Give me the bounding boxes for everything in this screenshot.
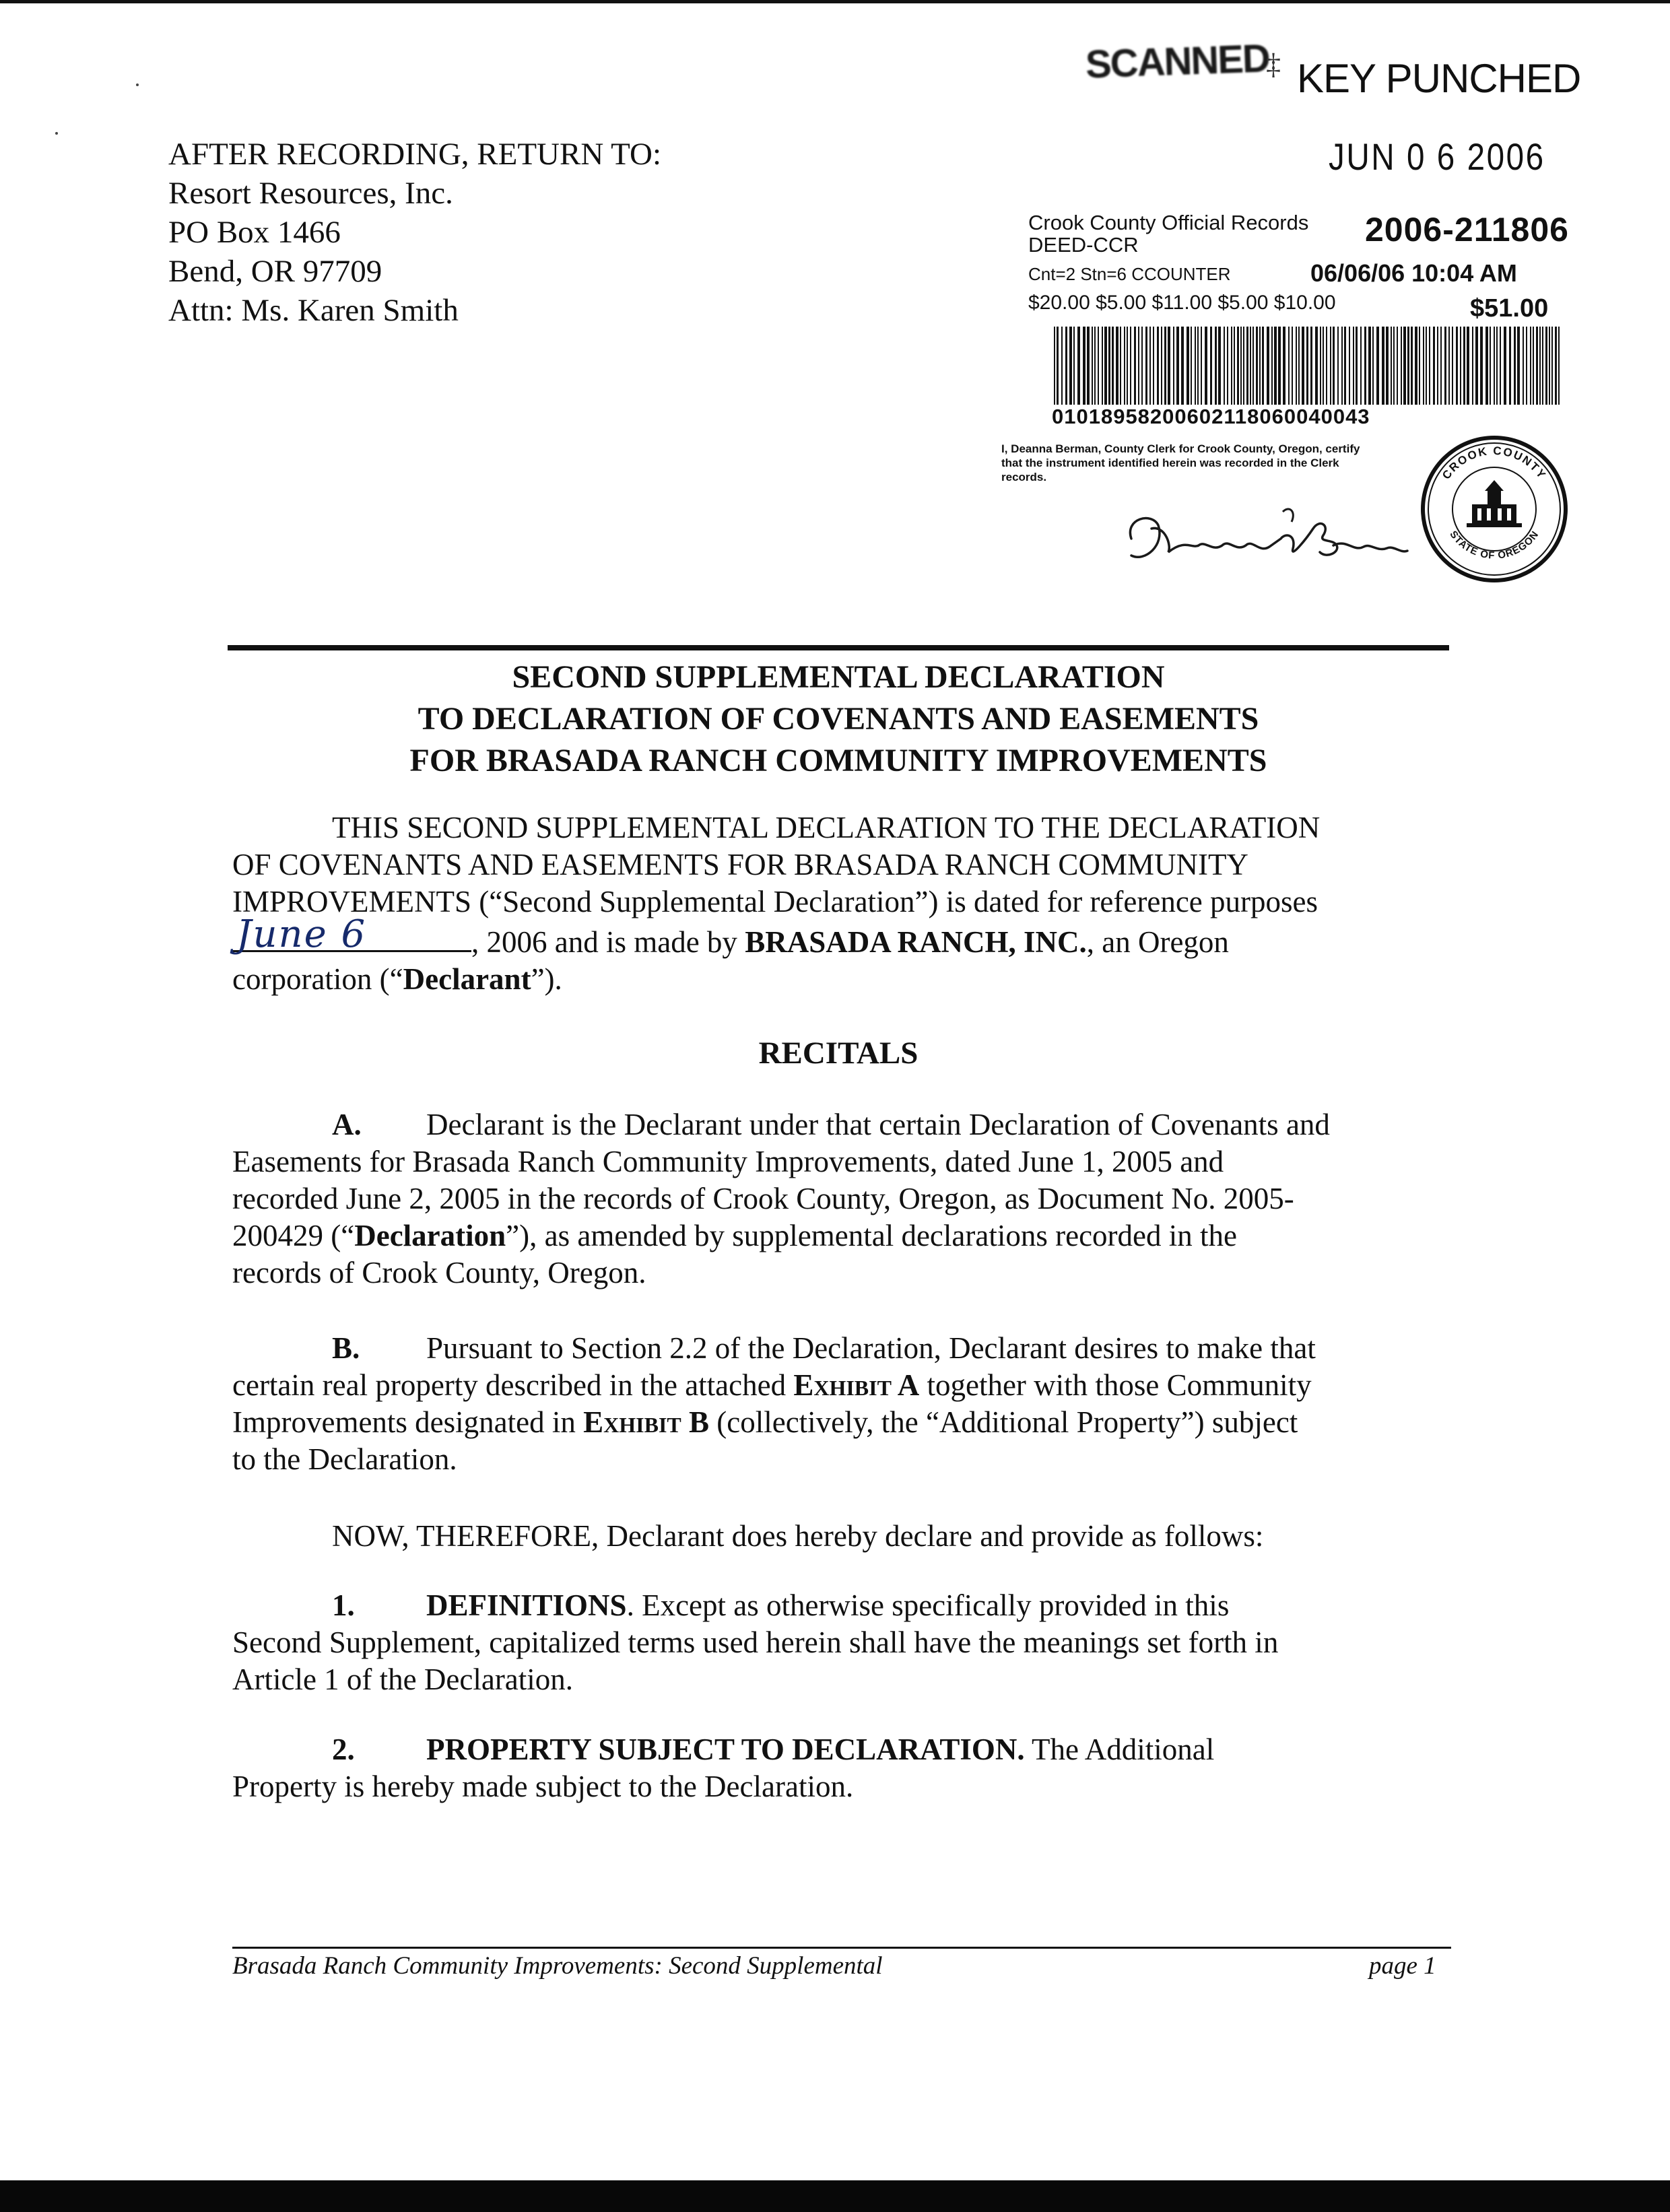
barcode-bar xyxy=(1504,327,1506,405)
barcode-bar xyxy=(1333,327,1335,405)
barcode-bar xyxy=(1181,327,1184,405)
barcode-bar xyxy=(1256,327,1258,405)
now-therefore-paragraph: NOW, THEREFORE, Declarant does hereby declare and provide as follows: xyxy=(332,1519,1264,1553)
barcode-bar xyxy=(1337,327,1339,405)
recitals-heading: RECITALS xyxy=(758,1036,918,1071)
page-number: page 1 xyxy=(1369,1952,1436,1980)
declaration-term: Declaration xyxy=(354,1219,506,1252)
barcode-bar xyxy=(1368,327,1371,405)
barcode-bar xyxy=(1065,327,1067,405)
intro-line: corporation (“Declarant”). xyxy=(232,962,562,996)
recording-doc-type: DEED-CCR xyxy=(1028,233,1139,257)
title-line: SECOND SUPPLEMENTAL DECLARATION xyxy=(512,659,1165,695)
barcode-bar xyxy=(1382,327,1384,405)
section-heading: PROPERTY SUBJECT TO DECLARATION. xyxy=(426,1733,1025,1766)
barcode-bar xyxy=(1237,327,1239,405)
barcode-bar xyxy=(1098,327,1099,405)
barcode-bar xyxy=(1094,327,1096,405)
exhibit-a-reference: Exhibit A xyxy=(793,1368,920,1402)
clerk-signature xyxy=(1104,498,1414,572)
title-rule xyxy=(228,645,1449,650)
barcode-bar xyxy=(1197,327,1199,405)
barcode-bar xyxy=(1426,327,1427,405)
barcode-bar xyxy=(1127,327,1128,405)
barcode-bar xyxy=(1227,327,1228,405)
section-number: 1. xyxy=(332,1588,355,1622)
barcode-bar xyxy=(1073,327,1075,405)
exhibit-b-reference: Exhibit B xyxy=(583,1405,710,1439)
barcode-bar xyxy=(1250,327,1251,405)
barcode-bar xyxy=(1288,327,1290,405)
barcode-bar xyxy=(1138,327,1139,405)
barcode-bar xyxy=(1419,327,1420,405)
barcode-bar xyxy=(1429,327,1430,405)
recording-document-number: 2006-211806 xyxy=(1365,211,1569,248)
barcode-bar xyxy=(1054,327,1055,405)
return-address-line: Bend, OR 97709 xyxy=(168,254,382,289)
seal-text-bottom: STATE OF OREGON xyxy=(1447,529,1541,562)
section-number: 2. xyxy=(332,1733,355,1766)
declarant-term: Declarant xyxy=(403,962,531,996)
footer-title: Brasada Ranch Community Improvements: Second Supplemental xyxy=(232,1952,883,1980)
barcode-bar xyxy=(1407,327,1409,405)
barcode-bar xyxy=(1267,327,1269,405)
barcode-bar xyxy=(1205,327,1207,405)
title-line: TO DECLARATION OF COVENANTS AND EASEMENTS xyxy=(418,701,1259,737)
barcode-bar xyxy=(1500,327,1501,405)
barcode-bar xyxy=(1218,327,1221,405)
svg-text:STATE OF OREGON xyxy=(1447,529,1541,561)
barcode-bar xyxy=(1134,327,1136,405)
barcode-bar xyxy=(1201,327,1202,405)
return-address-block xyxy=(168,135,661,330)
received-date-stamp: JUN 0 6 2006 xyxy=(1329,135,1545,178)
barcode-bar xyxy=(1456,327,1458,405)
recording-barcode xyxy=(1051,327,1564,405)
barcode-bar xyxy=(1463,327,1465,405)
barcode-bar xyxy=(1551,327,1553,405)
barcode-bar xyxy=(1360,327,1362,405)
title-line: FOR BRASADA RANCH COMMUNITY IMPROVEMENTS xyxy=(409,743,1267,778)
scanned-stamp: SCANNED xyxy=(1084,36,1270,87)
intro-paragraph xyxy=(232,809,1458,998)
barcode-bar xyxy=(1475,327,1478,405)
barcode-bar xyxy=(1283,327,1285,405)
key-punched-stamp: KEY PUNCHED xyxy=(1297,56,1581,101)
barcode-bar xyxy=(1298,327,1300,405)
barcode-bar xyxy=(1386,327,1389,405)
recital-a: A. Declarant is the Declarant under that certain Declaration of Covenants and Easements for Brasada Ranch Community Improvements, dated June 1, 2005 and recorded June 2, 2005 in the records of Crook County, Oregon, as Document No. 2005- 200429 (“Declaration”), as amended by supplemental declarations recorded in the records of Crook County, Oregon. xyxy=(232,1108,1330,1289)
barcode-bar xyxy=(1349,327,1350,405)
barcode-bar xyxy=(1526,327,1527,405)
barcode-bar xyxy=(1191,327,1192,405)
intro-line: IMPROVEMENTS (“Second Supplemental Declaration”) is dated for reference purposes xyxy=(232,885,1318,918)
barcode-bar xyxy=(1215,327,1217,405)
recital-letter: B. xyxy=(332,1331,360,1365)
barcode-bar xyxy=(1087,327,1090,405)
barcode-bar xyxy=(1069,327,1072,405)
barcode-bar xyxy=(1558,327,1560,405)
barcode-bar xyxy=(1302,327,1304,405)
date-fill-line xyxy=(232,912,471,956)
barcode-bar xyxy=(1157,327,1159,405)
barcode-bar xyxy=(1240,327,1242,405)
barcode-bar xyxy=(1490,327,1491,405)
courthouse-icon xyxy=(1467,480,1522,527)
barcode-bar xyxy=(1460,327,1461,405)
barcode-bar xyxy=(1187,327,1189,405)
barcode-bar xyxy=(1539,327,1541,405)
barcode-bar xyxy=(1278,327,1281,405)
return-address-line: Attn: Ms. Karen Smith xyxy=(168,293,459,328)
barcode-bar xyxy=(1326,327,1327,405)
barcode-bar xyxy=(1141,327,1143,405)
barcode-bar xyxy=(1330,327,1331,405)
barcode-bar xyxy=(1341,327,1343,405)
barcode-bar xyxy=(1271,327,1273,405)
barcode-bar xyxy=(1496,327,1498,405)
barcode-bar xyxy=(1440,327,1442,405)
barcode-bar xyxy=(1411,327,1413,405)
barcode-bar xyxy=(1296,327,1297,405)
barcode-bar xyxy=(1092,327,1093,405)
barcode-bar xyxy=(1262,327,1264,405)
barcode-bar xyxy=(1509,327,1511,405)
barcode-bar xyxy=(1356,327,1358,405)
barcode-bar xyxy=(1555,327,1557,405)
section-2-property: 2. PROPERTY SUBJECT TO DECLARATION. The Additional Property is hereby made subject to the Declaration. xyxy=(232,1733,1215,1803)
barcode-bar xyxy=(1403,327,1406,405)
barcode-bar xyxy=(1437,327,1438,405)
barcode-bar xyxy=(1161,327,1162,405)
barcode-bar xyxy=(1210,327,1212,405)
barcode-bar xyxy=(1108,327,1110,405)
barcode-bar xyxy=(1234,327,1235,405)
barcode-bar xyxy=(1164,327,1166,405)
barcode-bar xyxy=(1246,327,1248,405)
stamp-mark: ‡ xyxy=(1266,48,1281,81)
section-1-definitions: 1. DEFINITIONS. Except as otherwise specifically provided in this Second Supplement, capitalized terms used herein shall have the meanings set forth in Article 1 of the Declaration. xyxy=(232,1588,1279,1696)
barcode-bar xyxy=(1315,327,1318,405)
barcode-bar xyxy=(1549,327,1550,405)
barcode-bar xyxy=(1514,327,1516,405)
seal-text-top: CROOK COUNTY xyxy=(1440,444,1549,482)
barcode-bar xyxy=(1433,327,1435,405)
barcode-bar xyxy=(1102,327,1103,405)
scan-speck xyxy=(136,83,139,86)
barcode-bar xyxy=(1344,327,1346,405)
barcode-bar xyxy=(1494,327,1495,405)
barcode-number: 01018958200602118060040043 xyxy=(1052,405,1370,428)
recording-date-time: 06/06/06 10:04 AM xyxy=(1310,259,1517,287)
barcode-bar xyxy=(1224,327,1225,405)
barcode-bar xyxy=(1112,327,1114,405)
county-seal xyxy=(1420,434,1569,584)
barcode-bar xyxy=(1259,327,1261,405)
recording-fees: $20.00 $5.00 $11.00 $5.00 $10.00 xyxy=(1028,292,1336,314)
scan-speck xyxy=(55,132,58,135)
barcode-bar xyxy=(1061,327,1063,405)
recording-office: Crook County Official Records xyxy=(1028,211,1309,234)
barcode-bar xyxy=(1467,327,1469,405)
barcode-bar xyxy=(1231,327,1232,405)
barcode-bar xyxy=(1517,327,1520,405)
barcode-bar xyxy=(1104,327,1107,405)
declarant-name: BRASADA RANCH, INC. xyxy=(745,925,1087,959)
recital-letter: A. xyxy=(332,1108,362,1141)
barcode-bar xyxy=(1530,327,1531,405)
barcode-bar xyxy=(1415,327,1417,405)
barcode-bar xyxy=(1393,327,1395,405)
footer-rule xyxy=(232,1947,1451,1949)
barcode-bar xyxy=(1320,327,1321,405)
barcode-bar xyxy=(1057,327,1059,405)
barcode-bar xyxy=(1545,327,1547,405)
barcode-bar xyxy=(1077,327,1080,405)
barcode-bar xyxy=(1116,327,1118,405)
intro-line: June 6 , 2006 and is made by BRASADA RANCH, INC., an Oregon xyxy=(232,920,1458,961)
barcode-bar xyxy=(1376,327,1379,405)
barcode-bar xyxy=(1401,327,1402,405)
handwritten-date: June 6 xyxy=(236,912,367,956)
barcode-bar xyxy=(1149,327,1151,405)
barcode-bar xyxy=(1310,327,1312,405)
barcode-bar xyxy=(1083,327,1086,405)
intro-line: THIS SECOND SUPPLEMENTAL DECLARATION TO THE DECLARATION xyxy=(332,811,1321,844)
barcode-bar xyxy=(1480,327,1483,405)
barcode-bar xyxy=(1372,327,1374,405)
barcode-bar xyxy=(1397,327,1398,405)
barcode-bar xyxy=(1145,327,1147,405)
barcode-bar xyxy=(1168,327,1170,405)
barcode-bar xyxy=(1533,327,1534,405)
barcode-bar xyxy=(1306,327,1308,405)
barcode-bar xyxy=(1124,327,1125,405)
barcode-bar xyxy=(1243,327,1244,405)
barcode-bar xyxy=(1364,327,1366,405)
scan-edge-bottom xyxy=(0,2180,1670,2212)
intro-line: OF COVENANTS AND EASEMENTS FOR BRASADA RANCH COMMUNITY xyxy=(232,848,1248,881)
clerk-certification: I, Deanna Berman, County Clerk for Crook County, Oregon, certify that the instrument identified herein was recorded in the Clerk records. xyxy=(1001,442,1360,483)
barcode-bar xyxy=(1274,327,1277,405)
return-address-line: Resort Resources, Inc. xyxy=(168,176,453,211)
section-heading: DEFINITIONS xyxy=(426,1588,627,1622)
barcode-bar xyxy=(1391,327,1392,405)
recital-b: B. Pursuant to Section 2.2 of the Declaration, Declarant desires to make that certain real property described in the attached Exhibit A together with those Community Improvements designated in Exhibit B (collectively, the “Additional Property”) subject to the Declaration. xyxy=(232,1331,1316,1476)
barcode-bar xyxy=(1130,327,1131,405)
barcode-bar xyxy=(1353,327,1354,405)
barcode-bar xyxy=(1323,327,1324,405)
recording-counter: Cnt=2 Stn=6 CCOUNTER xyxy=(1028,264,1231,284)
barcode-bar xyxy=(1292,327,1293,405)
barcode-bar xyxy=(1252,327,1254,405)
barcode-bar xyxy=(1195,327,1196,405)
barcode-bar xyxy=(1542,327,1543,405)
scan-edge-top xyxy=(0,0,1670,3)
return-address-line: PO Box 1466 xyxy=(168,215,341,250)
return-address-heading: AFTER RECORDING, RETURN TO: xyxy=(168,137,662,172)
barcode-bar xyxy=(1176,327,1179,405)
barcode-bar xyxy=(1452,327,1453,405)
barcode-bar xyxy=(1485,327,1488,405)
barcode-bar xyxy=(1444,327,1446,405)
document-title xyxy=(228,657,1449,782)
barcode-bar xyxy=(1423,327,1424,405)
barcode-bar xyxy=(1536,327,1538,405)
recording-total: $51.00 xyxy=(1470,294,1549,323)
barcode-bar xyxy=(1523,327,1524,405)
barcode-bar xyxy=(1472,327,1473,405)
barcode-bar xyxy=(1448,327,1450,405)
barcode-bar xyxy=(1173,327,1174,405)
barcode-bar xyxy=(1153,327,1154,405)
barcode-bar xyxy=(1120,327,1121,405)
